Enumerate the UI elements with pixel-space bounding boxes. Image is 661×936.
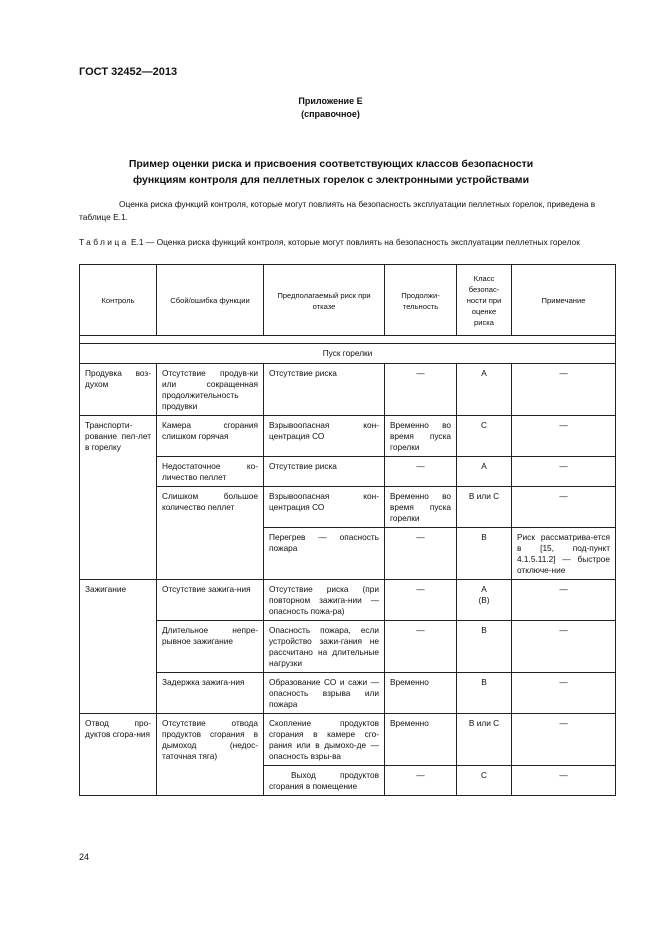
cell-note: — — [512, 416, 616, 457]
cell-failure: Камера сгорания слишком горячая — [157, 416, 264, 457]
cell-risk: Отсутствие риска — [264, 364, 385, 416]
page-number: 24 — [79, 852, 90, 862]
cell-risk: Образование СО и сажи — опасность взрыва или пожара — [264, 673, 385, 714]
cell-duration: — — [385, 528, 457, 580]
cell-duration: Временно — [385, 673, 457, 714]
header-risk: Предполагаемый риск при отказе — [264, 265, 385, 336]
table-caption-prefix: Таблица — [79, 237, 129, 247]
cell-note: — — [512, 766, 616, 796]
table-row — [80, 487, 616, 528]
table-row — [80, 416, 616, 457]
header-gap-row — [80, 336, 616, 344]
cell-failure: Длительное непре-рывное зажигание — [157, 621, 264, 673]
cell-duration: — — [385, 580, 457, 621]
cell-risk: Перегрев — опасность пожара — [264, 528, 385, 580]
cell-failure: Отсутствие продув-ки или сокращенная продолжительность продувки — [157, 364, 264, 416]
cell-control: Зажигание — [80, 580, 157, 714]
table-caption — [79, 236, 614, 248]
cell-risk: Отсутствие риска (при повторном зажига-нии — опасность пожа-ра) — [264, 580, 385, 621]
cell-duration: — — [385, 621, 457, 673]
cell-duration: — — [385, 766, 457, 796]
cell-note: — — [512, 673, 616, 714]
cell-note: — — [512, 621, 616, 673]
section-row — [80, 344, 616, 364]
cell-risk: Отсутствие риска — [264, 457, 385, 487]
header-class: Класс безопас-ности при оценке риска — [457, 265, 512, 336]
cell-risk: Взрывоопасная кон-центрация СО — [264, 487, 385, 528]
table-row — [80, 673, 616, 714]
cell-class: C — [457, 766, 512, 796]
cell-duration: — — [385, 457, 457, 487]
cell-failure: Недостаточное ко-личество пеллет — [157, 457, 264, 487]
cell-class: В или С — [457, 714, 512, 766]
risk-assessment-table — [79, 264, 616, 796]
cell-note: Риск рассматрива-ется в [15, под-пункт 4.1.5.11.2] — быстрое отключе-ние — [512, 528, 616, 580]
cell-class-alt: (B) — [478, 595, 490, 605]
cell-control: Продувка воз-духом — [80, 364, 157, 416]
cell-failure: Задержка зажига-ния — [157, 673, 264, 714]
cell-class: В или С — [457, 487, 512, 528]
header-duration: Продолжи-тельность — [385, 265, 457, 336]
section-title-line1: Пример оценки риска и присвоения соответствующих классов безопасности — [128, 158, 534, 170]
table-caption-text: Е.1 — Оценка риска функций контроля, которые могут повлиять на безопасность эксплуатации пеллетных горелок — [130, 237, 580, 247]
cell-duration: Временно — [385, 714, 457, 766]
annex-subtitle: (справочное) — [301, 109, 360, 119]
cell-duration: — — [385, 364, 457, 416]
cell-class — [457, 580, 512, 621]
section-title-line2: функциям контроля для пеллетных горелок с электронными устройствами — [132, 174, 530, 186]
cell-class-value: A — [481, 584, 487, 594]
cell-note: — — [512, 580, 616, 621]
cell-risk: Выход продуктов сгорания в помещение — [264, 766, 385, 796]
cell-note: — — [512, 364, 616, 416]
section-label: Пуск горелки — [80, 344, 616, 364]
cell-class: B — [457, 621, 512, 673]
cell-failure: Отсутствие зажига-ния — [157, 580, 264, 621]
cell-class: B — [457, 673, 512, 714]
document-header: ГОСТ 32452—2013 — [79, 66, 178, 78]
cell-failure: Отсутствие отвода продуктов сгорания в дымоход (недос-таточная тяга) — [157, 714, 264, 796]
table-row — [80, 714, 616, 766]
cell-note: — — [512, 714, 616, 766]
cell-risk: Скопление продуктов сгорания в камере сго-рания или в дымохо-де — опасность взры-ва — [264, 714, 385, 766]
cell-duration: Временно во время пуска горелки — [385, 416, 457, 457]
header-note: Примечание — [512, 265, 616, 336]
section-title — [100, 156, 562, 188]
cell-note: — — [512, 487, 616, 528]
table-row — [80, 621, 616, 673]
table-row — [80, 580, 616, 621]
cell-failure: Слишком большое количество пеллет — [157, 487, 264, 580]
cell-class: A — [457, 457, 512, 487]
cell-note: — — [512, 457, 616, 487]
annex-title: Приложение Е — [298, 96, 363, 106]
header-control: Контроль — [80, 265, 157, 336]
cell-class: A — [457, 364, 512, 416]
cell-control: Отвод про-дуктов сгора-ния — [80, 714, 157, 796]
table-row — [80, 364, 616, 416]
cell-duration: Временно во время пуска горелки — [385, 487, 457, 528]
intro-paragraph: Оценка риска функций контроля, которые могут повлиять на безопасность эксплуатации пеллетных горелок, приведена в таблице Е.1. — [79, 199, 596, 222]
table-row — [80, 457, 616, 487]
header-failure: Сбой/ошибка функции — [157, 265, 264, 336]
cell-risk: Взрывоопасная кон-центрация СО — [264, 416, 385, 457]
cell-control: Транспорти-рование пел-лет в горелку — [80, 416, 157, 580]
cell-class: B — [457, 528, 512, 580]
table-header-row — [80, 265, 616, 336]
cell-class: C — [457, 416, 512, 457]
cell-risk: Опасность пожара, если устройство зажи-гания не рассчитано на длительные нагрузки — [264, 621, 385, 673]
